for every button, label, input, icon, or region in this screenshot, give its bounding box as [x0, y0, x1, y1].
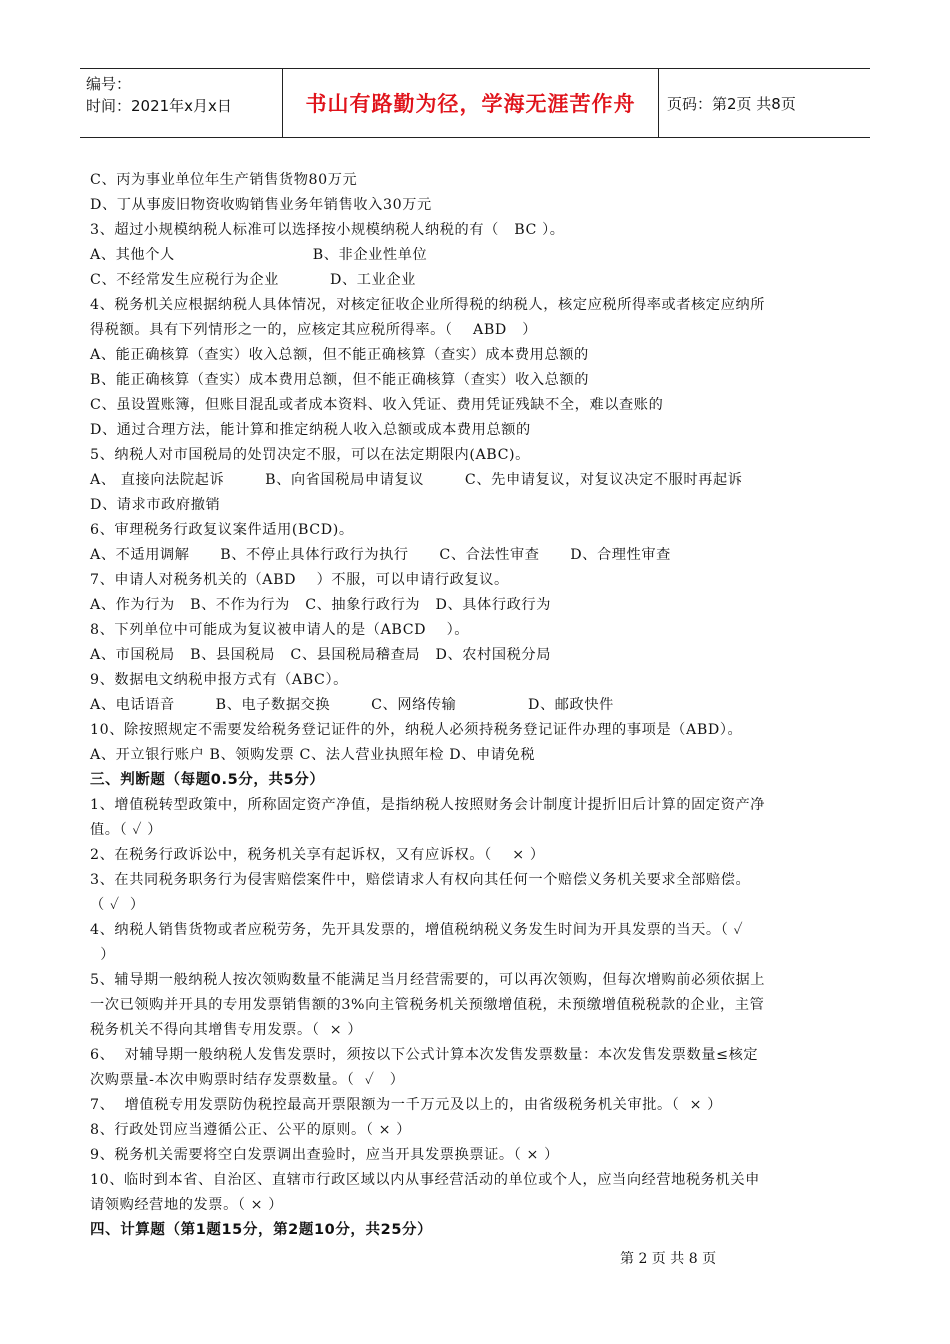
text-line: 9、税务机关需要将空白发票调出查验时，应当开具发票换票证。（ × ）	[90, 1147, 559, 1163]
text-line: D、请求市政府撤销	[90, 497, 221, 513]
text-line: 10、除按照规定不需要发给税务登记证件的外，纳税人必须持税务登记证件办理的事项是（ABD）。	[90, 722, 743, 738]
text-line: 4、纳税人销售货物或者应税劳务，先开具发票的，增值税纳税义务发生时间为开具发票的当天。（ ✓	[90, 922, 744, 938]
text-line: 4、税务机关应根据纳税人具体情况，对核定征收企业所得税的纳税人，核定应税所得率或者核定应纳所	[90, 297, 766, 313]
header-page-number: 页码：第2页 共8页	[667, 94, 796, 113]
text-line: 2、在税务行政诉讼中，税务机关享有起诉权，又有应诉权。（ × ）	[90, 847, 545, 863]
text-line: C、丙为事业单位年生产销售货物80万元	[90, 172, 358, 188]
header-motto: 书山有路勤为径，学海无涯苦作舟	[283, 69, 659, 137]
text-line: 5、辅导期一般纳税人按次领购数量不能满足当月经营需要的，可以再次领购，但每次增购前必须依据上	[90, 972, 766, 988]
text-line: D、通过合理方法，能计算和推定纳税人收入总额或成本费用总额的	[90, 422, 531, 438]
text-line: C、虽设置账簿，但账目混乱或者成本资料、收入凭证、费用凭证残缺不全，难以查账的	[90, 397, 664, 413]
text-line: 10、临时到本省、自治区、直辖市行政区域以内从事经营活动的单位或个人，应当向经营地税务机关申	[90, 1172, 760, 1188]
document-number-label: 编号：	[86, 75, 132, 93]
text-line: 值。（ ✓ ）	[90, 822, 163, 838]
text-line: A、市国税局 B、县国税局 C、县国税局稽查局 D、农村国税分局	[90, 647, 551, 663]
text-line: 3、在共同税务职务行为侵害赔偿案件中，赔偿请求人有权向其任何一个赔偿义务机关要求全部赔偿。	[90, 872, 751, 888]
text-line: A、开立银行账户 B、领购发票 C、法人营业执照年检 D、申请免税	[90, 747, 536, 763]
text-line: 9、数据电文纳税申报方式有（ABC）。	[90, 672, 348, 688]
text-line: ）	[90, 947, 116, 963]
text-line: 1、增值税转型政策中，所称固定资产净值，是指纳税人按照财务会计制度计提折旧后计算的固定资产净	[90, 797, 766, 813]
text-line: （ ✓ ）	[90, 897, 145, 913]
text-line: 6、审理税务行政复议案件适用(BCD)。	[90, 522, 354, 538]
document-body	[90, 168, 862, 1243]
text-line: 3、超过小规模纳税人标准可以选择按小规模纳税人纳税的有（ BC ）。	[90, 222, 565, 238]
text-line: B、能正确核算（查实）成本费用总额，但不能正确核算（查实）收入总额的	[90, 372, 590, 388]
text-line: A、电话语音 B、电子数据交换 C、网络传输 D、邮政快件	[90, 697, 614, 713]
text-line: D、丁从事废旧物资收购销售业务年销售收入30万元	[90, 197, 432, 213]
text-line: A、能正确核算（查实）收入总额，但不能正确核算（查实）成本费用总额的	[90, 347, 589, 363]
text-line: 6、 对辅导期一般纳税人发售发票时，须按以下公式计算本次发售发票数量：本次发售发票数量≤核定	[90, 1047, 759, 1063]
text-line: A、作为行为 B、不作为行为 C、抽象行政行为 D、具体行政行为	[90, 597, 551, 613]
text-line: 5、纳税人对市国税局的处罚决定不服，可以在法定期限内(ABC)。	[90, 447, 530, 463]
text-line: 8、行政处罚应当遵循公正、公平的原则。（ × ）	[90, 1122, 411, 1138]
document-time-label: 时间：2021年x月x日	[86, 97, 232, 115]
page-header	[80, 68, 870, 138]
text-line: 7、 增值税专用发票防伪税控最高开票限额为一千万元及以上的，由省级税务机关审批。（ × ）	[90, 1097, 723, 1113]
page-footer: 第 2 页 共 8 页	[620, 1251, 717, 1267]
header-meta	[80, 69, 283, 137]
section-heading: 四、计算题（第1题15分，第2题10分，共25分）	[90, 1222, 433, 1238]
section-heading: 三、判断题（每题0.5分，共5分）	[90, 772, 325, 788]
text-line: A、其他个人 B、非企业性单位	[90, 247, 428, 263]
text-line: 次购票量-本次申购票时结存发票数量。（ ✓ ）	[90, 1072, 405, 1088]
text-line: 得税额。具有下列情形之一的，应核定其应税所得率。（ ABD ）	[90, 322, 537, 338]
text-line: C、不经常发生应税行为企业 D、工业企业	[90, 272, 416, 288]
text-line: 8、下列单位中可能成为复议被申请人的是（ABCD ）。	[90, 622, 470, 638]
text-line: 7、申请人对税务机关的（ABD ）不服，可以申请行政复议。	[90, 572, 509, 588]
text-line: 一次已领购并开具的专用发票销售额的3%向主管税务机关预缴增值税，未预缴增值税税款的企业，主管	[90, 997, 765, 1013]
text-line: A、不适用调解 B、不停止具体行政行为执行 C、合法性审查 D、合理性审查	[90, 547, 671, 563]
text-line: 请领购经营地的发票。（ × ）	[90, 1197, 284, 1213]
text-line: 税务机关不得向其增售专用发票。（ × ）	[90, 1022, 363, 1038]
text-line: A、 直接向法院起诉 B、向省国税局申请复议 C、先申请复议，对复议决定不服时再起诉	[90, 472, 743, 488]
